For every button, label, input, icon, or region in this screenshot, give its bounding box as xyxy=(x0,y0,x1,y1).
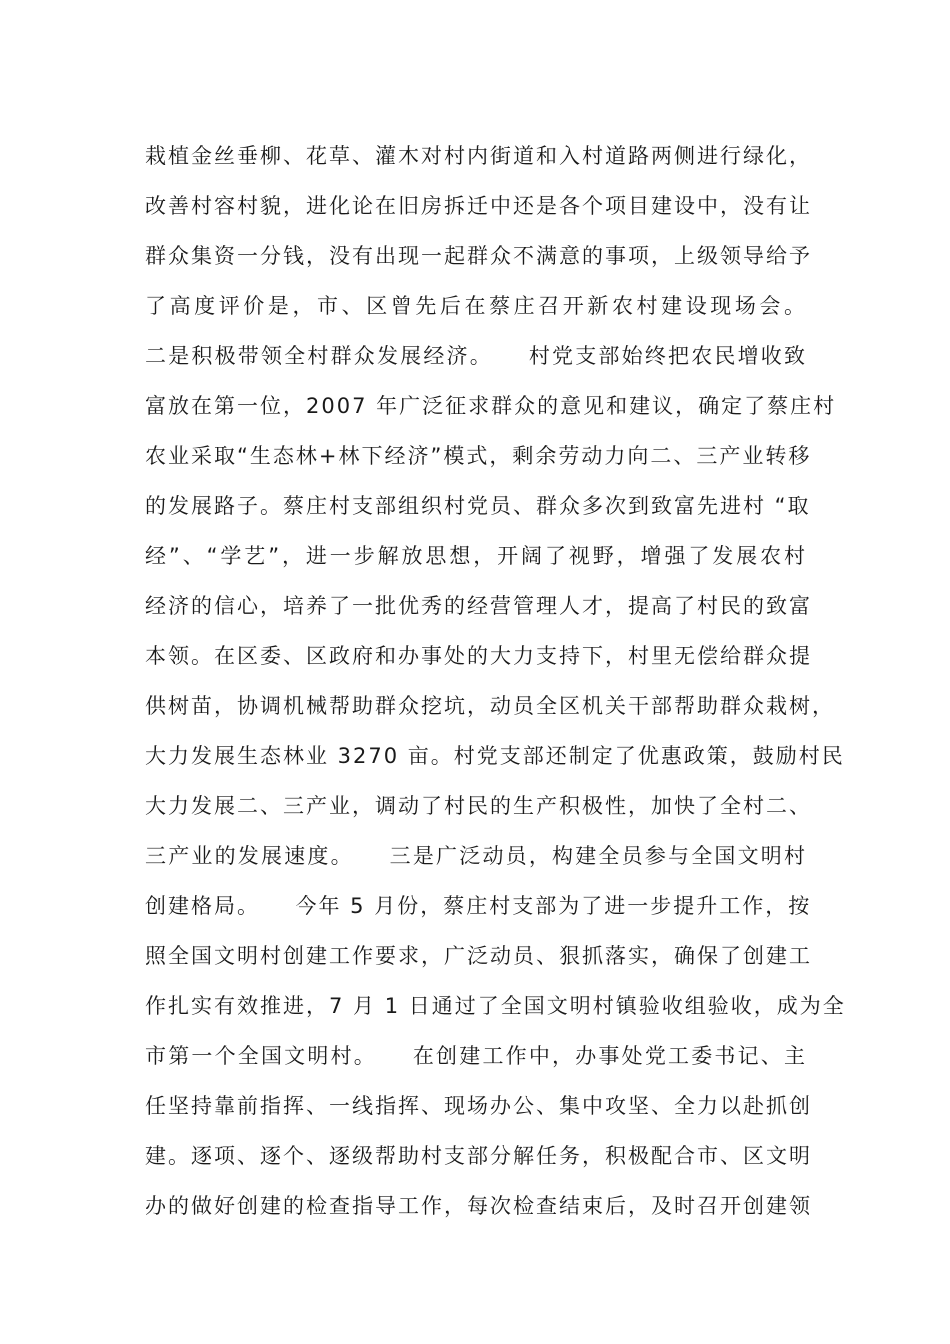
body-paragraph xyxy=(145,131,846,1231)
text-line-5: 二是积极带领全村群众发展经济。 村党支部始终把农民增收致 xyxy=(145,344,807,368)
text-line-15: 三产业的发展速度。 三是广泛动员，构建全员参与全国文明村 xyxy=(145,844,807,868)
text-line-22: 办的做好创建的检查指导工作，每次检查结束后，及时召开创建领 xyxy=(145,1194,812,1218)
text-line-3: 群众集资一分钱，没有出现一起群众不满意的事项，上级领导给予 xyxy=(145,244,812,268)
text-line-13: 大力发展生态林业 3270 亩。村党支部还制定了优惠政策，鼓励村民 xyxy=(145,744,845,768)
text-line-12: 供树苗，协调机械帮助群众挖坑，动员全区机关干部帮助群众栽树， xyxy=(145,694,835,718)
text-line-9: 经”、“学艺”，进一步解放思想，开阔了视野，增强了发展农村 xyxy=(145,544,807,568)
text-line-8: 的发展路子。蔡庄村支部组织村党员、群众多次到致富先进村 “取 xyxy=(145,494,811,518)
text-line-7: 农业采取“生态林+林下经济”模式，剩余劳动力向二、三产业转移 xyxy=(145,444,812,468)
text-line-4: 了高度评价是，市、区曾先后在蔡庄召开新农村建设现场会。 xyxy=(145,294,807,318)
text-line-20: 任坚持靠前指挥、一线指挥、现场办公、集中攻坚、全力以赴抓创 xyxy=(145,1094,812,1118)
text-line-14: 大力发展二、三产业，调动了村民的生产积极性，加快了全村二、 xyxy=(145,794,812,818)
text-line-1: 栽植金丝垂柳、花草、灌木对村内街道和入村道路两侧进行绿化， xyxy=(145,144,812,168)
text-line-2: 改善村容村貌，进化论在旧房拆迁中还是各个项目建设中，没有让 xyxy=(145,194,812,218)
text-line-6: 富放在第一位，2007 年广泛征求群众的意见和建议，确定了蔡庄村 xyxy=(145,394,837,418)
text-line-16: 创建格局。 今年 5 月份，蔡庄村支部为了进一步提升工作，按 xyxy=(145,894,812,918)
text-line-17: 照全国文明村创建工作要求，广泛动员、狠抓落实，确保了创建工 xyxy=(145,944,812,968)
text-line-21: 建。逐项、逐个、逐级帮助村支部分解任务，积极配合市、区文明 xyxy=(145,1144,812,1168)
text-line-11: 本领。在区委、区政府和办事处的大力支持下，村里无偿给群众提 xyxy=(145,644,812,668)
text-line-19: 市第一个全国文明村。 在创建工作中，办事处党工委书记、主 xyxy=(145,1044,807,1068)
text-line-18: 作扎实有效推进，7 月 1 日通过了全国文明村镇验收组验收，成为全 xyxy=(145,994,846,1018)
text-line-10: 经济的信心，培养了一批优秀的经营管理人才，提高了村民的致富 xyxy=(145,594,812,618)
